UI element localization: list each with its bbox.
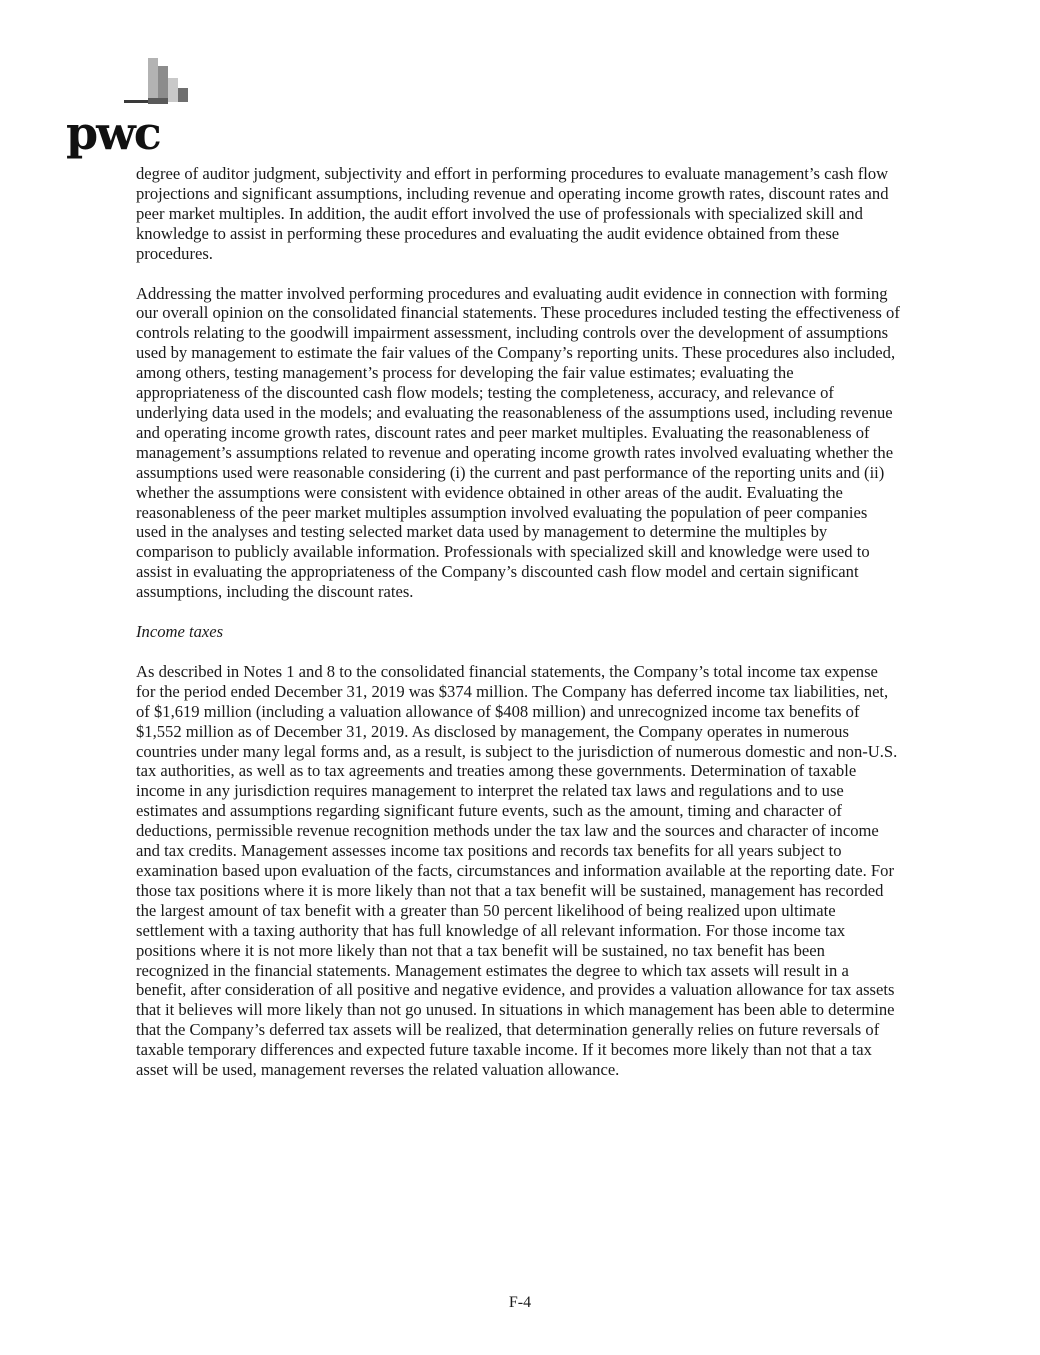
pwc-logo-mark-icon: [124, 56, 200, 106]
paragraph-income-taxes: As described in Notes 1 and 8 to the consolidated financial statements, the Company’s total income tax expense for the period ended December 31, 2019 was $374 million. The Company has deferred income tax liabilities, net, of $1,619 million (including a valuation allowance of $408 million) and unrecognized income tax benefits of $1,552 million as of December 31, 2019. As disclosed by management, the Company operates in numerous countries under many legal forms and, as a result, is subject to the jurisdiction of numerous domestic and non-U.S. tax authorities, as well as to tax agreements and treaties among these governments. Determination of taxable income in any jurisdiction requires management to interpret the related tax laws and regulations and to use estimates and assumptions regarding significant future events, such as the amount, timing and character of deductions, permissible revenue recognition methods under the tax law and the sources and character of income and tax credits. Management assesses income tax positions and records tax benefits for all years subject to examination based upon evaluation of the facts, circumstances and information available at the reporting date. For those tax positions where it is more likely than not that a tax benefit will be sustained, management has recorded the largest amount of tax benefit with a greater than 50 percent likelihood of being realized upon ultimate settlement with a taxing authority that has full knowledge of all relevant information. For those income tax positions where it is not more likely than not that a tax benefit will be sustained, no tax benefit has been recognized in the financial statements. Management estimates the degree to which tax assets will result in a benefit, after consideration of all positive and negative evidence, and provides a valuation allowance for tax assets that it believes will more likely than not go unused. In situations in which management has been able to determine that the Company’s deferred tax assets will be realized, that determination generally relies on future reversals of taxable temporary differences and expected future taxable income. If it becomes more likely than not that a tax asset will be used, management reverses the related valuation allowance.: [136, 661, 898, 1080]
pwc-logo-text: pwc: [66, 106, 160, 160]
page-number: F-4: [508, 1294, 532, 1311]
document-body: [136, 164, 900, 1080]
pwc-logo: [66, 56, 206, 160]
paragraph-audit-judgment: degree of auditor judgment, subjectivity and effort in performing procedures to evaluate management’s cash flow projections and significant assumptions, including revenue and operating income growth rates, discount rates and peer market multiples. In addition, the audit effort involved the use of professionals with specialized skill and knowledge to assist in performing these procedures and evaluating the audit evidence obtained from these procedures.: [136, 164, 889, 263]
paragraph-addressing-matter: Addressing the matter involved performing procedures and evaluating audit evidence in connection with forming our overall opinion on the consolidated financial statements. These procedures included testing the effectiveness of controls relating to the goodwill impairment assessment, including controls over the development of assumptions used by management to estimate the fair values of the Company’s reporting units. These procedures also included, among others, testing management’s process for developing the fair value estimates; evaluating the appropriateness of the discounted cash flow models; testing the completeness, accuracy, and relevance of underlying data used in the models; and evaluating the reasonableness of the assumptions used, including revenue and operating income growth rates, discount rates and peer market multiples. Evaluating the reasonableness of management’s assumptions related to revenue and operating income growth rates involved evaluating whether the assumptions used were reasonable considering (i) the current and past performance of the reporting units and (ii) whether the assumptions were consistent with evidence obtained in other areas of the audit. Evaluating the reasonableness of the peer market multiples assumption involved evaluating the population of peer companies used in the analyses and testing selected market data used by management to determine the multiples by comparison to publicly available information. Professionals with specialized skill and knowledge were used to assist in evaluating the appropriateness of the Company’s discounted cash flow model and certain significant assumptions, including the discount rates.: [136, 283, 900, 602]
section-heading-income-taxes: Income taxes: [136, 622, 224, 642]
